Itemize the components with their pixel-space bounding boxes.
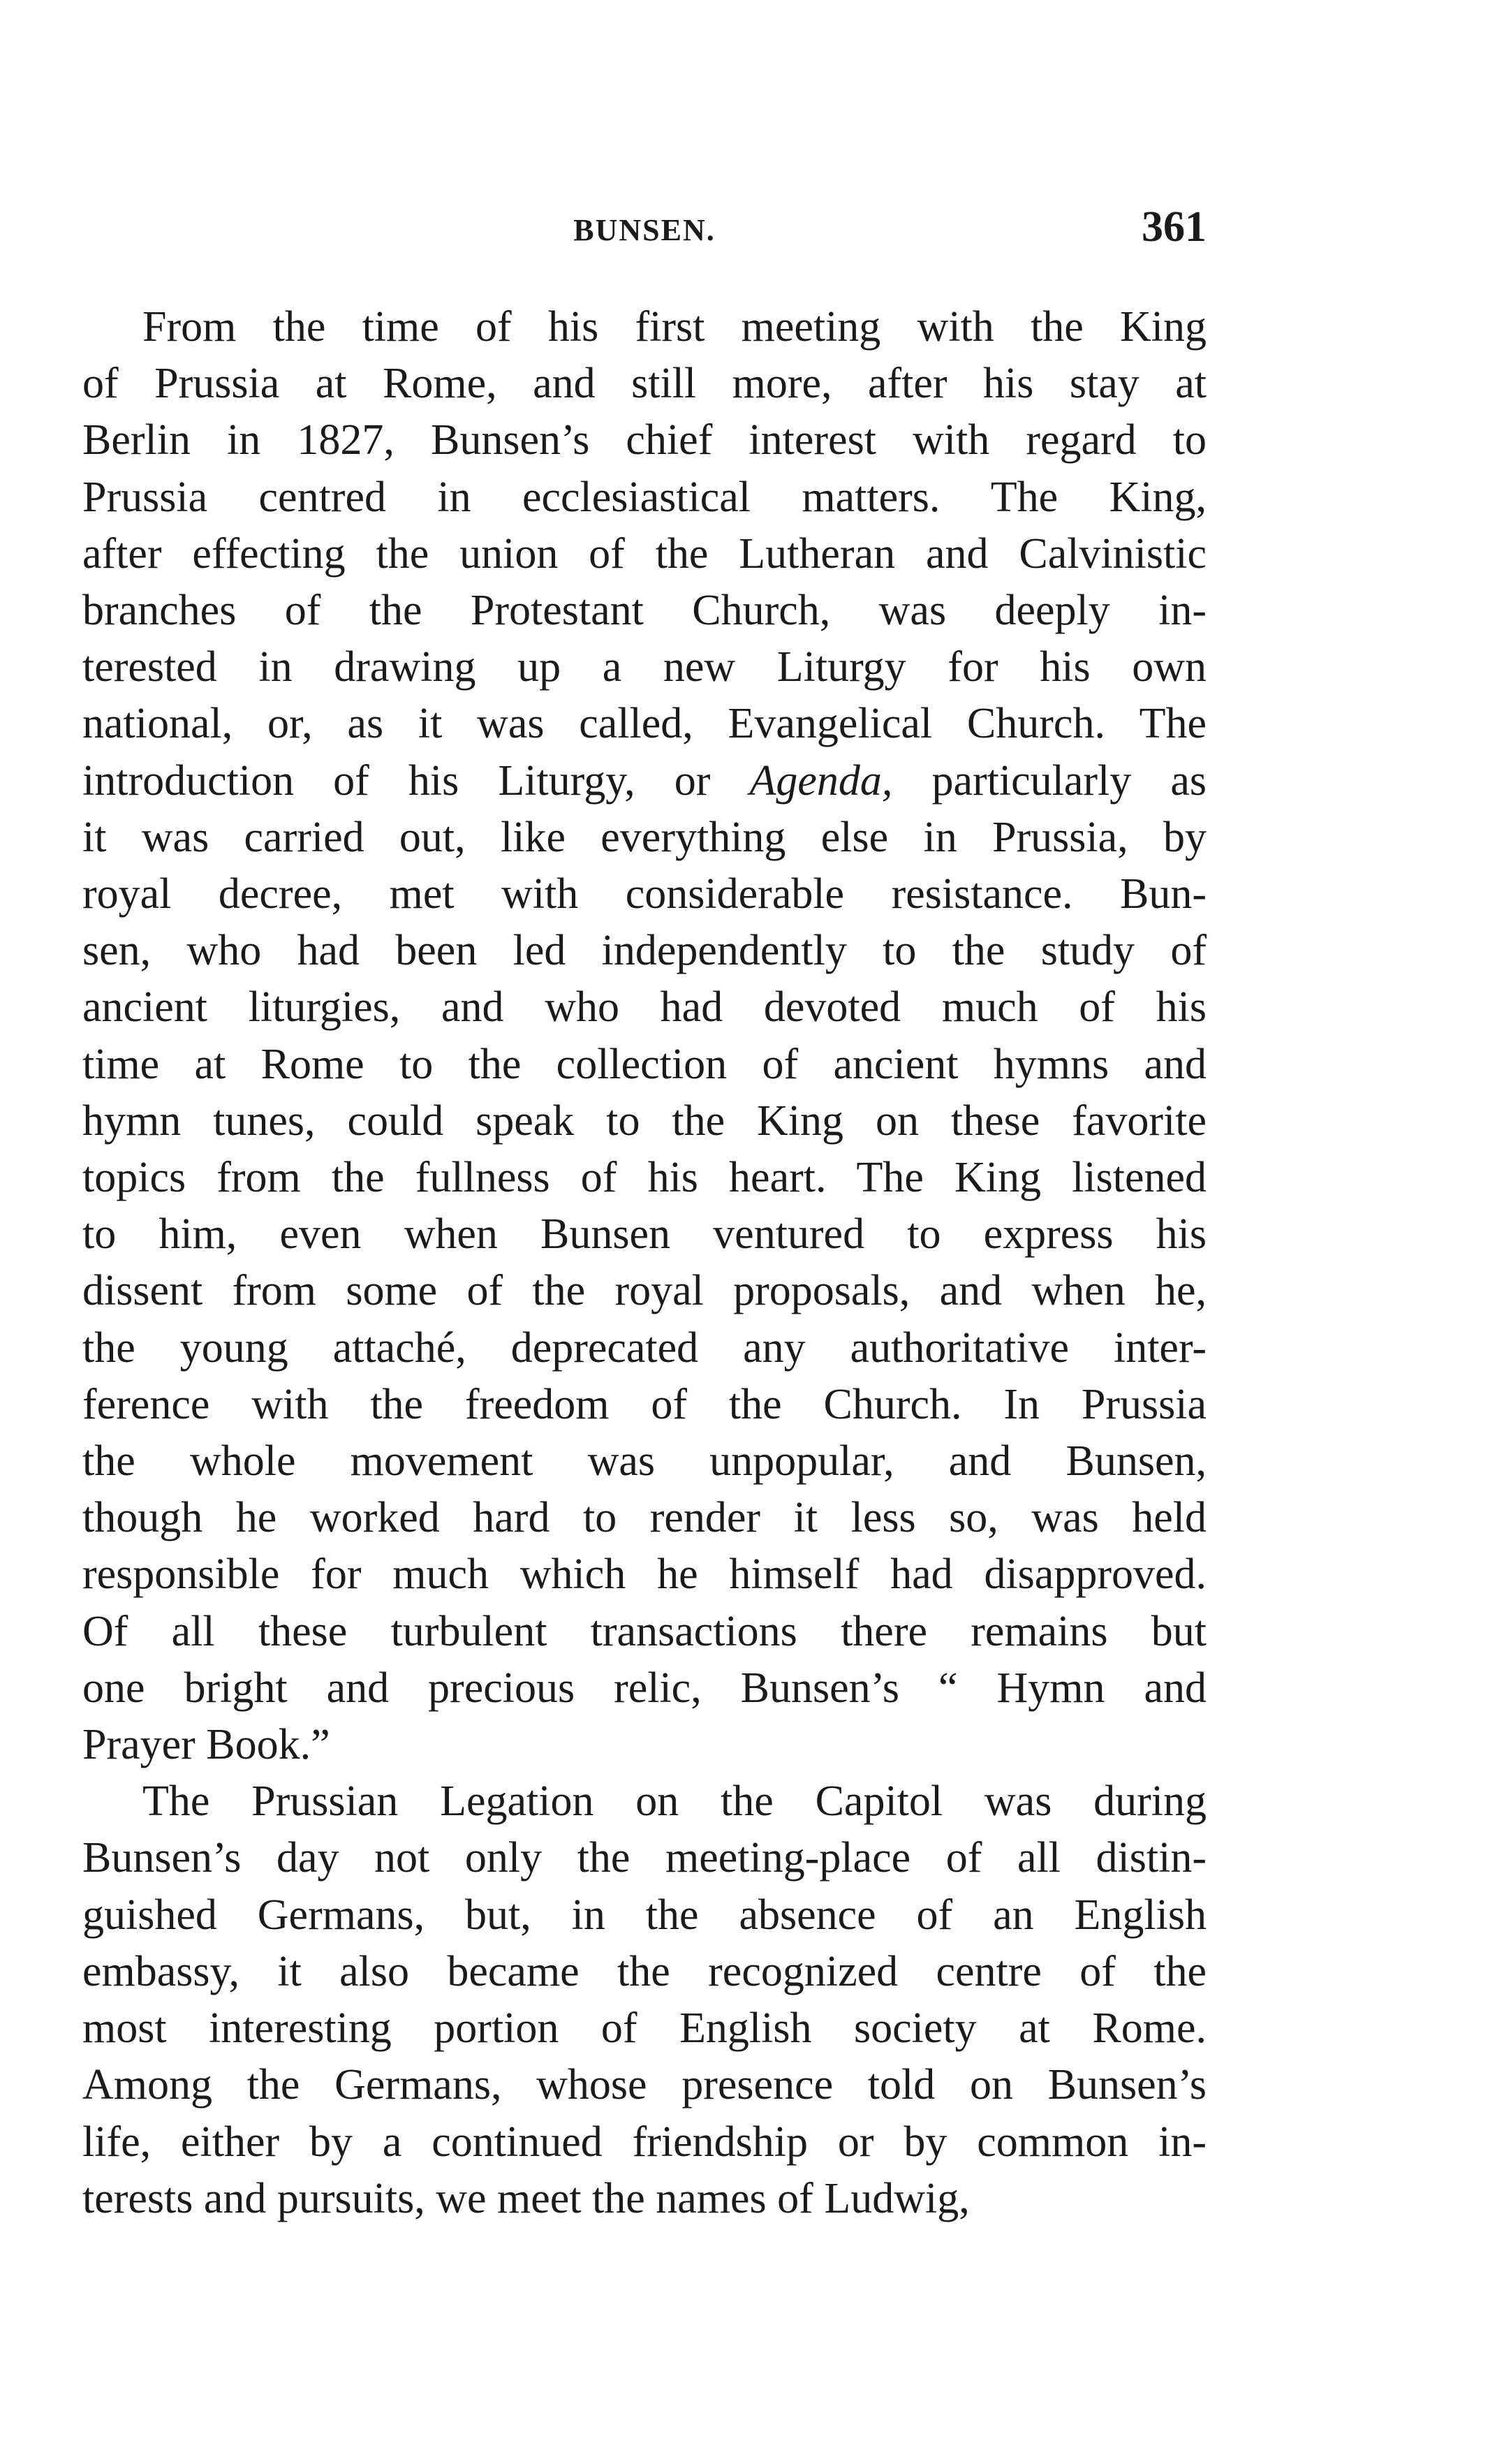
text-line: national, or, as it was called, Evangelical Church. The: [82, 700, 1207, 748]
text-line: responsible for much which he himself had disapproved.: [82, 1550, 1207, 1599]
page-number: 361: [1142, 203, 1207, 251]
text-line: hymn tunes, could speak to the King on these favorite: [82, 1097, 1207, 1145]
text-line: Bunsen’s day not only the meeting-place of all distin-: [82, 1834, 1207, 1882]
text-line: The Prussian Legation on the Capitol was during: [142, 1777, 1207, 1826]
text-line: Among the Germans, whose presence told on Bunsen’s: [82, 2061, 1207, 2109]
text-line: terests and pursuits, we meet the names of Ludwig,: [82, 2174, 970, 2222]
text-line: though he worked hard to render it less so, was held: [82, 1494, 1207, 1542]
body-text: [82, 299, 1207, 2227]
text-line: most interesting portion of English society at Rome.: [82, 2004, 1207, 2053]
text-line: guished Germans, but, in the absence of an English: [82, 1891, 1207, 1939]
text-line: embassy, it also became the recognized centre of the: [82, 1947, 1207, 1995]
text-line: the whole movement was unpopular, and Bunsen,: [82, 1437, 1207, 1486]
text-line: time at Rome to the collection of ancient hymns and: [82, 1040, 1207, 1088]
running-head: [82, 203, 1207, 258]
paragraph: [82, 299, 1207, 1773]
text-line: terested in drawing up a new Liturgy for his own: [82, 643, 1207, 691]
text-line: dissent from some of the royal proposals, and when he,: [82, 1267, 1207, 1315]
text-line: ference with the freedom of the Church. In Prussia: [82, 1380, 1207, 1428]
text-line: Berlin in 1827, Bunsen’s chief interest with regard to: [82, 416, 1207, 464]
text-line: to him, even when Bunsen ventured to express his: [82, 1210, 1207, 1259]
running-title: BUNSEN.: [573, 213, 716, 247]
text-line: it was carried out, like everything else in Prussia, by: [82, 813, 1207, 861]
text-line: Prayer Book.”: [82, 1721, 330, 1769]
text-line: Of all these turbulent transactions there remains but: [82, 1607, 1207, 1655]
text-line: branches of the Protestant Church, was deeply in-: [82, 587, 1207, 635]
text-line: life, either by a continued friendship or by common in-: [82, 2118, 1207, 2166]
text-line: topics from the fullness of his heart. The King listened: [82, 1154, 1207, 1202]
text-line: sen, who had been led independently to the study of: [82, 927, 1207, 975]
text-line: Prussia centred in ecclesiastical matters. The King,: [82, 473, 1207, 521]
text-line: From the time of his first meeting with the King: [142, 303, 1207, 351]
text-line: the young attaché, deprecated any authoritative inter-: [82, 1323, 1207, 1372]
text-line: of Prussia at Rome, and still more, after his stay at: [82, 360, 1207, 408]
text-line: after effecting the union of the Lutheran and Calvinistic: [82, 529, 1207, 578]
text-line: ancient liturgies, and who had devoted much of his: [82, 983, 1207, 1032]
text-line: introduction of his Liturgy, or Agenda, particularly as: [82, 756, 1207, 805]
paragraph: [82, 1773, 1207, 2227]
text-line: one bright and precious relic, Bunsen’s “ Hymn and: [82, 1664, 1207, 1712]
italic-term: Agenda,: [749, 756, 893, 805]
text-line: royal decree, met with considerable resistance. Bun-: [82, 870, 1207, 918]
